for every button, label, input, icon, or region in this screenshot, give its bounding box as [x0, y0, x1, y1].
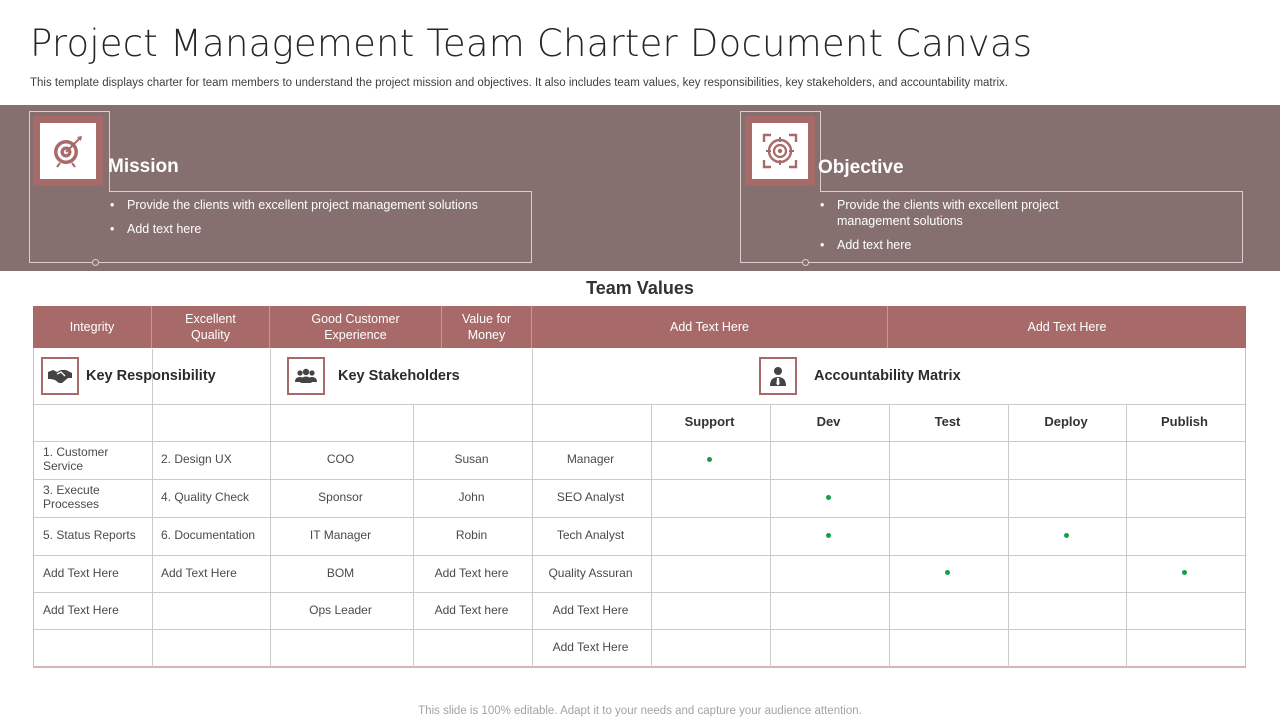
accountability-mark — [826, 533, 831, 538]
matrix-column-header: Publish — [1161, 414, 1208, 429]
objective-frame-top — [820, 191, 1243, 192]
team-values-row — [33, 306, 1246, 348]
table-cell-stake2: John — [458, 490, 485, 504]
accountability-mark — [1064, 533, 1069, 538]
accountability-mark — [1182, 570, 1187, 575]
person-icon-box — [759, 357, 797, 395]
table-cell-resp1: 3. Execute Processes — [43, 483, 100, 511]
table-cell-resp2: 6. Documentation — [161, 528, 256, 542]
table-cell-stake2: Add Text here — [434, 565, 509, 580]
table-cell-stake1: COO — [326, 452, 355, 466]
table-cell-resp2: 2. Design UX — [161, 452, 232, 466]
page-subtitle: This template displays charter for team members to understand the project mission and objectives. It also includes team values, key responsibilities, key stakeholders, and accountability matrix. — [30, 77, 1008, 89]
value-cell: Integrity — [33, 306, 152, 348]
objective-heading: Objective — [818, 157, 904, 178]
grid-line — [1008, 404, 1009, 667]
key-stakeholders-label: Key Stakeholders — [338, 368, 460, 384]
table-cell-resp1 — [33, 628, 151, 666]
table-cell-role: Add Text Here — [552, 640, 629, 654]
matrix-column-header: Dev — [816, 414, 841, 429]
table-cell-role: Manager — [566, 452, 615, 466]
table-cell-resp2: 4. Quality Check — [161, 490, 250, 504]
table-cell-resp1: Add Text Here — [43, 602, 119, 617]
objective-icon-box — [745, 116, 815, 186]
table-cell-stake2: Robin — [455, 528, 488, 542]
matrix-column-header: Test — [934, 414, 961, 429]
crosshair-target-icon — [762, 133, 798, 169]
grid-line — [770, 404, 771, 667]
table-cell-stake1: IT Manager — [309, 528, 372, 542]
grid-line — [1126, 404, 1127, 667]
key-responsibility-label: Key Responsibility — [86, 368, 216, 384]
table-cell-stake2: Susan — [454, 452, 489, 466]
table-cell-resp1: 1. Customer Service — [43, 445, 109, 473]
table-cell-role: Add Text Here — [552, 602, 629, 617]
mission-bullet-1: • Provide the clients with excellent project management solutions — [109, 197, 519, 213]
value-cell: Add Text Here — [1027, 320, 1107, 334]
accountability-mark — [707, 457, 712, 462]
team-values-title: Team Values — [586, 278, 694, 298]
table-cell-stake1 — [269, 628, 412, 666]
handshake-icon-box — [41, 357, 79, 395]
table-cell-resp2 — [151, 591, 269, 628]
handshake-icon — [47, 367, 73, 385]
accountability-mark — [826, 495, 831, 500]
business-person-icon — [769, 366, 787, 386]
mission-frame-dot — [92, 259, 99, 266]
objective-list — [819, 197, 1089, 261]
mission-list — [109, 197, 519, 245]
table-cell-resp2 — [151, 628, 269, 666]
accountability-mark — [945, 570, 950, 575]
table-cell-role: SEO Analyst — [556, 490, 625, 504]
accountability-matrix-label: Accountability Matrix — [814, 368, 961, 384]
mission-icon-box — [33, 116, 103, 186]
table-cell-stake1: BOM — [326, 565, 355, 580]
table-cell-resp1: 5. Status Reports — [43, 528, 136, 542]
grid-line — [889, 404, 890, 667]
people-group-icon — [294, 368, 318, 384]
table-cell-stake2: Add Text here — [434, 602, 509, 617]
objective-frame-dot — [802, 259, 809, 266]
mission-frame-top — [109, 191, 532, 192]
footer-note: This slide is 100% editable. Adapt it to your needs and capture your audience attention. — [418, 705, 862, 717]
target-arrow-icon — [51, 134, 85, 168]
table-cell-stake2 — [412, 628, 531, 666]
table-cell-resp2: Add Text Here — [161, 565, 237, 580]
group-icon-box — [287, 357, 325, 395]
matrix-column-header: Support — [684, 414, 735, 429]
objective-bullet-2: • Add text here — [819, 237, 1089, 253]
table-cell-role: Quality Assuran — [548, 565, 633, 580]
table-cell-stake1: Ops Leader — [309, 602, 372, 617]
mission-heading: Mission — [108, 156, 179, 177]
table-cell-stake1: Sponsor — [318, 490, 363, 504]
value-cell: Good Customer Experience — [270, 306, 442, 348]
page-title: Project Management Team Charter Document Canvas — [30, 22, 1033, 65]
value-cell: Value for Money — [442, 306, 532, 348]
table-cell-resp1: Add Text Here — [43, 565, 119, 580]
value-cell: Excellent Quality — [152, 306, 270, 348]
table-cell-role: Tech Analyst — [556, 528, 625, 542]
matrix-column-header: Deploy — [1044, 414, 1088, 429]
value-cell: Add Text Here — [532, 306, 888, 348]
mission-bullet-2: • Add text here — [109, 221, 519, 237]
grid-line — [651, 404, 652, 667]
objective-bullet-1: • Provide the clients with excellent project management solutions — [819, 197, 1089, 229]
